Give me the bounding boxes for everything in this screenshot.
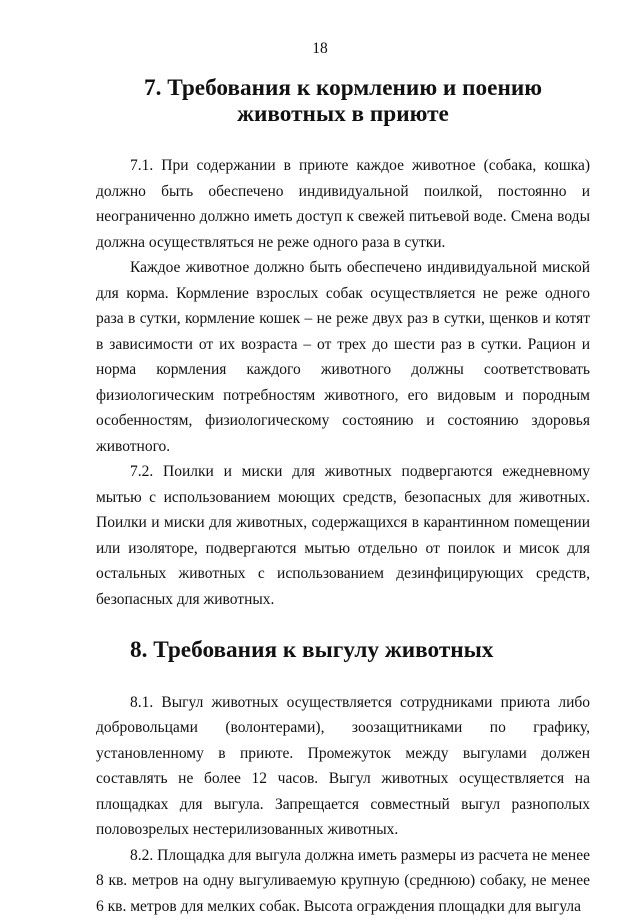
spacer: [96, 664, 590, 690]
spacer: [96, 127, 590, 153]
spacer: [96, 612, 590, 638]
paragraph-8-2: 8.2. Площадка для выгула должна иметь размеры из расчета не менее 8 кв. метров на одну выгуливаемую крупную (среднюю) собаку, не менее 6 кв. метров для мелких собак. Высота ограждения площадки для выгула: [96, 843, 590, 919]
paragraph-7-1: 7.1. При содержании в приюте каждое животное (собака, кошка) должно быть обеспечено индивидуальной поилкой, постоянно и неограниченно должно иметь доступ к свежей питьевой воде. Смена воды должна осуществляться не реже одного раза в сутки.: [96, 153, 590, 255]
section-7-heading: 7. Требования к кормлению и поению животных в приюте: [96, 76, 590, 127]
document-body: [96, 76, 590, 919]
paragraph-7-2: 7.2. Поилки и миски для животных подвергаются ежедневному мытью с использованием моющих средств, безопасных для животных. Поилки и миски для животных, содержащихся в карантинном помещении или изоляторе, подвергаются мытью отдельно от поилок и мисок для остальных животных с использованием дезинфицирующих средств, безопасных для животных.: [96, 459, 590, 612]
paragraph-7-1-feeding: Каждое животное должно быть обеспечено индивидуальной миской для корма. Кормление взрослых собак осуществляется не реже одного раза в сутки, кормление кошек – не реже двух раз в сутки, щенков и котят в зависимости от их возраста – от трех до шести раз в сутки. Рацион и норма кормления каждого животного должны соответствовать физиологическим потребностям животного, его видовым и породным особенностям, физиологическому состоянию и состоянию здоровья животного.: [96, 255, 590, 459]
page-number: 18: [0, 40, 640, 58]
paragraph-8-1: 8.1. Выгул животных осуществляется сотрудниками приюта либо добровольцами (волонтерами), зоозащитниками по графику, установленному в приюте. Промежуток между выгулами должен составлять не более 12 часов. Выгул животных осуществляется на площадках для выгула. Запрещается совместный выгул разнополых половозрелых нестерилизованных животных.: [96, 690, 590, 843]
section-8-heading: 8. Требования к выгулу животных: [96, 638, 590, 664]
